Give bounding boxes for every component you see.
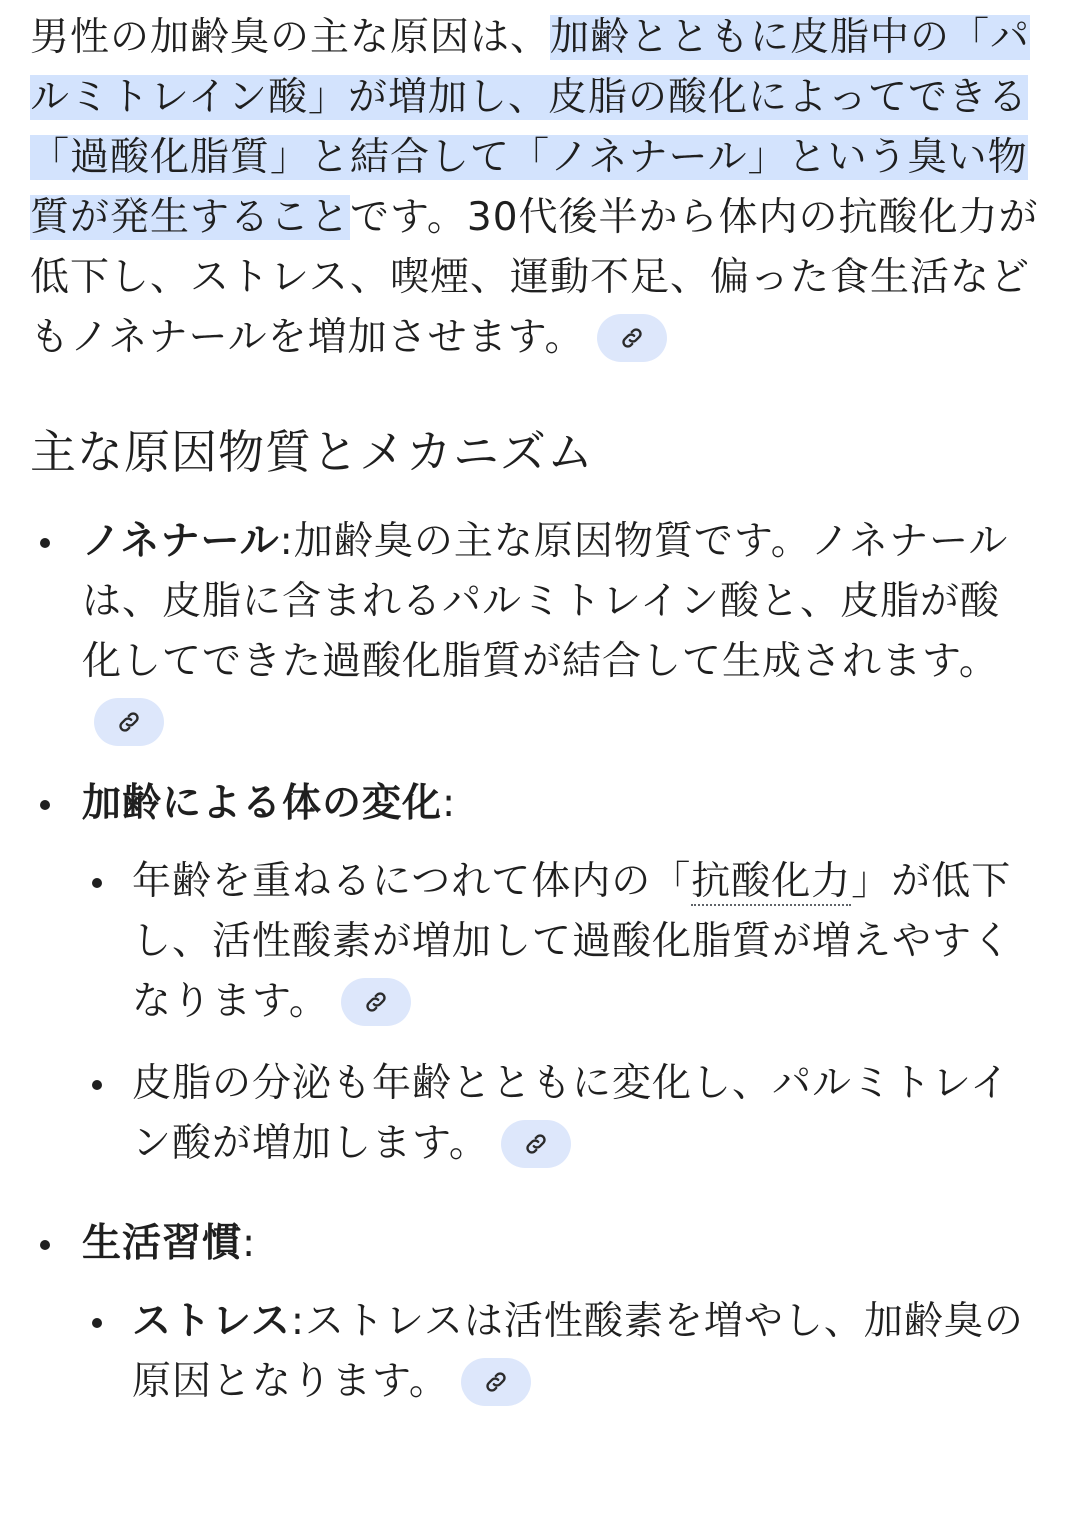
source-link-chip[interactable] [341,978,411,1026]
source-link-chip[interactable] [501,1120,571,1168]
antioxidant-text-continued: 」が低下し、活性酸素が増加して過酸化脂質が増えやすくなります。 [132,859,1013,1024]
term-lifestyle: 生活習慣 [82,1221,243,1266]
link-icon [483,1369,509,1395]
cause-list [30,512,1040,1412]
antioxidant-text: 年齢を重ねるにつれて体内の「 [132,859,692,904]
source-link-chip[interactable] [461,1358,531,1406]
bullet [92,1318,102,1328]
source-link-chip[interactable] [94,698,164,746]
term-separator: : [290,1299,305,1344]
bullet [40,538,50,548]
bullet [40,1240,50,1250]
source-link-chip[interactable] [597,314,667,362]
antioxidant-term-link[interactable]: 抗酸化力 [691,859,852,904]
answer-content [30,8,1040,1434]
aging-sublist [82,852,1040,1174]
term-separator: : [279,519,294,564]
list-item-lifestyle [30,1214,1040,1412]
stress-text: ストレスは活性酸素を増やし、加齢臭の原因となります。 [132,1299,1024,1404]
sublist-item-stress [82,1292,1040,1412]
section-heading: 主な原因物質とメカニズム [30,425,594,479]
link-icon [116,709,142,735]
intro-paragraph [30,8,1040,368]
link-icon [619,325,645,351]
bullet [92,878,102,888]
lifestyle-sublist [82,1292,1040,1412]
link-icon [523,1131,549,1157]
term-separator: : [242,1221,257,1266]
term-aging: 加齢による体の変化 [82,781,443,826]
sebum-text: 皮脂の分泌も年齢とともに変化し、パルミトレイン酸が増加します。 [132,1061,1011,1166]
intro-text: 男性の加齢臭の主な原因は、 [30,15,551,60]
list-item-nonenal [30,512,1040,752]
bullet [92,1080,102,1090]
term-stress: ストレス [132,1299,291,1344]
highlighted-text: 加齢とともに皮脂中の「パルミトレイン酸」が増加し、皮脂の酸化によってできる「過酸化脂質」と結合して「ノネナール」という臭い物質が発生すること [30,15,1031,240]
bullet [40,800,50,810]
nonenal-description: 加齢臭の主な原因物質です。ノネナールは、皮脂に含まれるパルミトレイン酸と、皮脂が酸化してできた過酸化脂質が結合して生成されます。 [82,519,1009,684]
link-icon [363,989,389,1015]
term-separator: : [442,781,457,826]
list-item-aging [30,774,1040,1174]
intro-text-continued: です。30代後半から体内の抗酸化力が低下し、ストレス、喫煙、運動不足、偏った食生活などもノネナールを増加させます。 [30,195,1039,360]
sublist-item-antioxidant [82,852,1040,1032]
term-nonenal: ノネナール [82,519,280,564]
sublist-item-sebum [82,1054,1040,1174]
